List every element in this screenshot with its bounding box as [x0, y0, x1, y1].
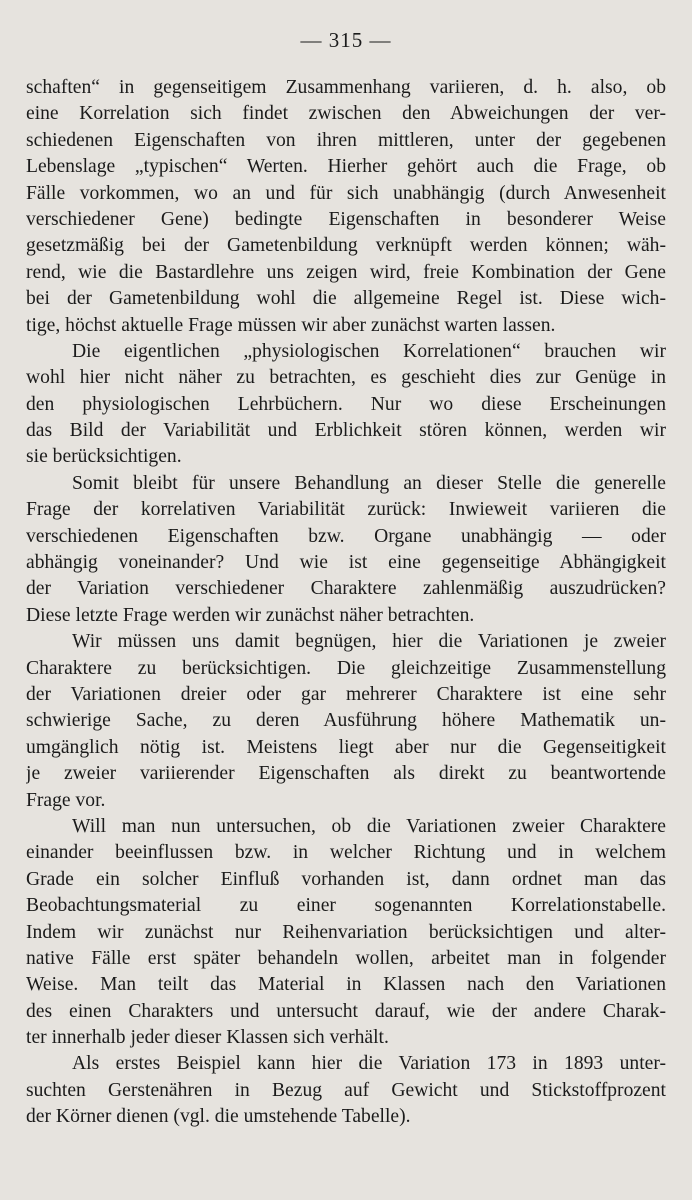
- text-line: rend, wie die Bastardlehre uns zeigen wird, freie Kombination der Gene: [26, 261, 666, 283]
- text-line: Will man nun untersuchen, ob die Variationen zweier Charaktere: [72, 815, 666, 837]
- text-line: verschiedener Gene) bedingte Eigenschaften in besonderer Weise: [26, 208, 666, 230]
- text-line: umgänglich nötig ist. Meistens liegt aber nur die Gegenseitigkeit: [26, 736, 666, 758]
- text-line: wohl hier nicht näher zu betrachten, es geschieht dies zur Genüge in: [26, 367, 666, 389]
- text-line: gesetzmäßig bei der Gametenbildung verknüpft werden können; wäh-: [26, 235, 666, 257]
- text-line: der Variationen dreier oder gar mehrerer Charaktere ist eine sehr: [26, 683, 666, 705]
- text-line: eine Korrelation sich findet zwischen den Abweichungen der ver-: [26, 103, 666, 125]
- text-line: tige, höchst aktuelle Frage müssen wir aber zunächst warten lassen.: [26, 314, 556, 336]
- text-line: des einen Charakters und untersucht darauf, wie der andere Charak-: [26, 1000, 666, 1022]
- text-line: Frage vor.: [26, 789, 106, 811]
- text-line: Frage der korrelativen Variabilität zurück: Inwieweit variieren die: [26, 499, 666, 521]
- text-line: einander beeinflussen bzw. in welcher Richtung und in welchem: [26, 842, 666, 864]
- text-line: native Fälle erst später behandeln wollen, arbeitet man in folgender: [26, 947, 666, 969]
- text-line: Charaktere zu berücksichtigen. Die gleichzeitige Zusammenstellung: [26, 657, 666, 679]
- text-line: den physiologischen Lehrbüchern. Nur wo diese Erscheinungen: [26, 393, 666, 415]
- text-line: schiedenen Eigenschaften von ihren mittleren, unter der gegebenen: [26, 129, 666, 151]
- text-line: Lebenslage „typischen“ Werten. Hierher gehört auch die Frage, ob: [26, 156, 666, 178]
- text-line: ter innerhalb jeder dieser Klassen sich verhält.: [26, 1027, 389, 1049]
- text-line: Indem wir zunächst nur Reihenvariation berücksichtigen und alter-: [26, 921, 666, 943]
- text-line: verschiedenen Eigenschaften bzw. Organe unabhängig — oder: [26, 525, 666, 547]
- text-line: der Variation verschiedener Charaktere zahlenmäßig auszudrücken?: [26, 578, 666, 600]
- text-line: Die eigentlichen „physiologischen Korrelationen“ brauchen wir: [72, 340, 666, 362]
- text-line: je zweier variierender Eigenschaften als direkt zu beantwortende: [26, 763, 666, 785]
- text-line: Fälle vorkommen, wo an und für sich unabhängig (durch Anwesenheit: [26, 182, 666, 204]
- text-line: das Bild der Variabilität und Erblichkeit stören können, werden wir: [26, 420, 666, 442]
- text-line: schaften“ in gegenseitigem Zusammenhang variieren, d. h. also, ob: [26, 77, 666, 98]
- text-line: Diese letzte Frage werden wir zunächst näher betrachten.: [26, 604, 475, 626]
- text-line: Grade ein solcher Einfluß vorhanden ist, dann ordnet man das: [26, 868, 666, 890]
- text-line: abhängig voneinander? Und wie ist eine gegenseitige Abhängigkeit: [26, 552, 666, 574]
- text-line: suchten Gerstenähren in Bezug auf Gewicht und Stickstoffprozent: [26, 1079, 666, 1101]
- text-line: Wir müssen uns damit begnügen, hier die Variationen je zweier: [72, 631, 666, 653]
- text-line: der Körner dienen (vgl. die umstehende Tabelle).: [26, 1106, 411, 1128]
- page-number: — 315 —: [300, 28, 392, 52]
- text-line: bei der Gametenbildung wohl die allgemeine Regel ist. Diese wich-: [26, 288, 666, 310]
- text-line: Weise. Man teilt das Material in Klassen nach den Variationen: [26, 974, 666, 996]
- text-line: sie berücksichtigen.: [26, 446, 182, 468]
- body-text: [26, 75, 666, 1131]
- text-line: Als erstes Beispiel kann hier die Variation 173 in 1893 unter-: [72, 1053, 666, 1075]
- text-line: Beobachtungsmaterial zu einer sogenannten Korrelationstabelle.: [26, 895, 666, 917]
- text-line: Somit bleibt für unsere Behandlung an dieser Stelle die generelle: [72, 472, 666, 494]
- text-line: schwierige Sache, zu deren Ausführung höhere Mathematik un-: [26, 710, 666, 732]
